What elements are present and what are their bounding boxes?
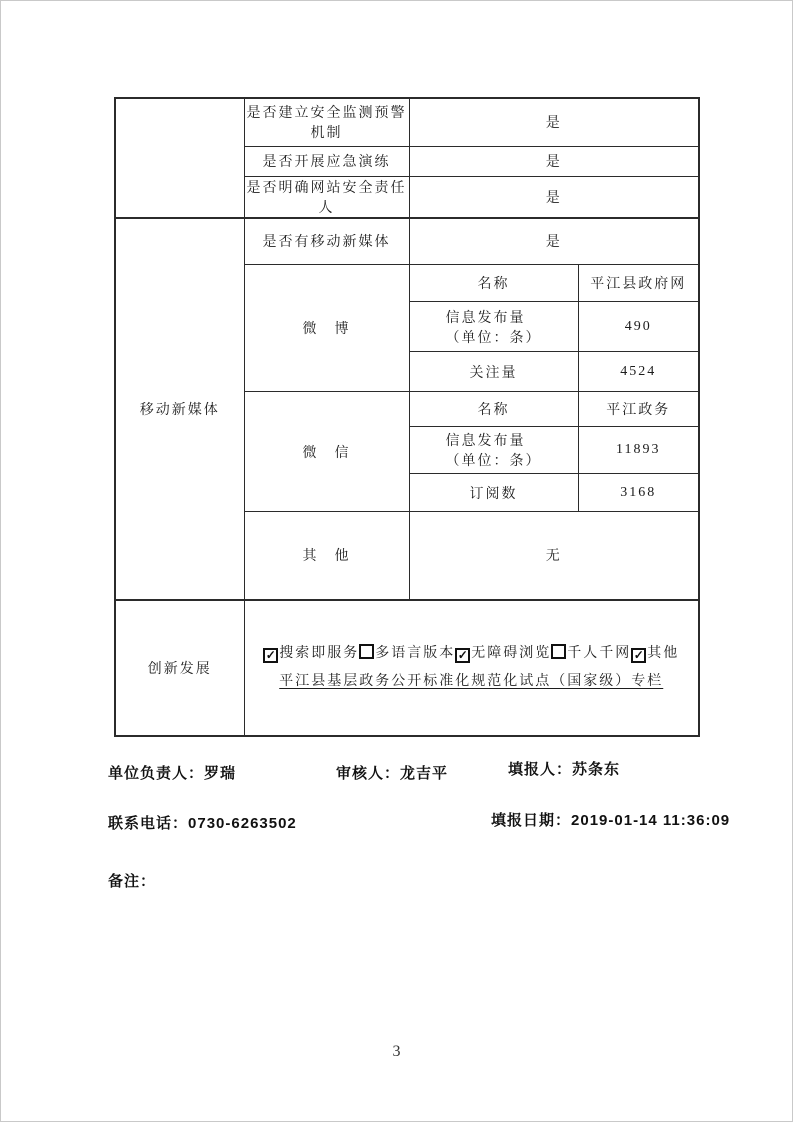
- label-weibo-posts-text: 信息发布量 （单位：条）: [445, 310, 542, 346]
- innovation-cell: [244, 600, 699, 736]
- label-weixin-posts-text: 信息发布量 （单位：条）: [445, 434, 542, 469]
- value-emergency-drill: 是: [409, 146, 699, 176]
- date-value: 2019-01-14 11:36:09: [571, 812, 731, 829]
- checked-checkbox-icon: ✓: [631, 648, 646, 663]
- value-security-warning-mechanism: 是: [409, 98, 699, 146]
- phone-label: 联系电话：: [108, 815, 189, 832]
- phone-field: [108, 812, 297, 833]
- remark-label: 备注：: [108, 873, 157, 890]
- label-weibo: 微 博: [244, 265, 409, 392]
- label-weixin-posts: [409, 427, 578, 474]
- category-cell-innovation: 创新发展: [115, 600, 244, 736]
- remark-field: [108, 870, 156, 891]
- value-weibo-name: 平江县政府网: [578, 265, 699, 302]
- question-security-responsible-person: 是否明确网站安全责任人: [244, 176, 409, 218]
- label-weibo-followers: 关注量: [409, 352, 578, 392]
- innovation-option-label: 多语言版本: [375, 645, 456, 661]
- unit-head-value: 罗瑞: [204, 765, 237, 782]
- innovation-other-text: 平江县基层政务公开标准化规范化试点（国家级）专栏: [279, 673, 664, 689]
- category-cell-empty: [115, 98, 244, 218]
- date-label: 填报日期：: [491, 812, 572, 829]
- value-has-mobile-media: 是: [409, 218, 699, 265]
- question-has-mobile-media: 是否有移动新媒体: [244, 218, 409, 265]
- reviewer-label: 审核人：: [336, 765, 401, 782]
- reviewer-field: [336, 762, 448, 783]
- filler-field: [508, 758, 620, 779]
- innovation-option-label: 无障碍浏览: [471, 645, 552, 661]
- checked-checkbox-icon: ✓: [263, 648, 278, 663]
- value-security-responsible-person: 是: [409, 176, 699, 218]
- unchecked-checkbox-icon: [551, 644, 566, 659]
- innovation-option-label: 搜索即服务: [279, 645, 360, 661]
- label-weibo-name: 名称: [409, 265, 578, 302]
- phone-value: 0730-6263502: [188, 815, 297, 832]
- innovation-option-label: 千人千网: [567, 645, 632, 661]
- label-weixin-subscribers: 订阅数: [409, 474, 578, 512]
- filler-label: 填报人：: [508, 761, 573, 778]
- category-cell-mobile-media: 移动新媒体: [115, 218, 244, 600]
- label-weixin-name: 名称: [409, 392, 578, 427]
- question-emergency-drill: 是否开展应急演练: [244, 146, 409, 176]
- unit-head-label: 单位负责人：: [108, 765, 205, 782]
- reviewer-value: 龙吉平: [400, 765, 449, 782]
- label-weixin: 微 信: [244, 392, 409, 512]
- unit-head-field: [108, 762, 236, 783]
- date-field: [491, 809, 730, 830]
- innovation-option-label: 其他: [647, 645, 680, 661]
- label-other-media: 其 他: [244, 512, 409, 600]
- question-security-warning-mechanism: 是否建立安全监测预警 机制: [244, 98, 409, 146]
- innovation-options: [247, 644, 697, 664]
- page-number: 3: [392, 1043, 401, 1060]
- checked-checkbox-icon: ✓: [455, 648, 470, 663]
- value-weixin-name: 平江政务: [578, 392, 699, 427]
- value-weixin-subscribers: 3168: [578, 474, 699, 512]
- report-table: [114, 97, 700, 737]
- label-weibo-posts: [409, 302, 578, 352]
- value-other-media: 无: [409, 512, 699, 600]
- filler-value: 苏条东: [572, 761, 621, 778]
- value-weibo-posts: 490: [578, 302, 699, 352]
- value-weixin-posts: 11893: [578, 427, 699, 474]
- value-weibo-followers: 4524: [578, 352, 699, 392]
- unchecked-checkbox-icon: [359, 644, 374, 659]
